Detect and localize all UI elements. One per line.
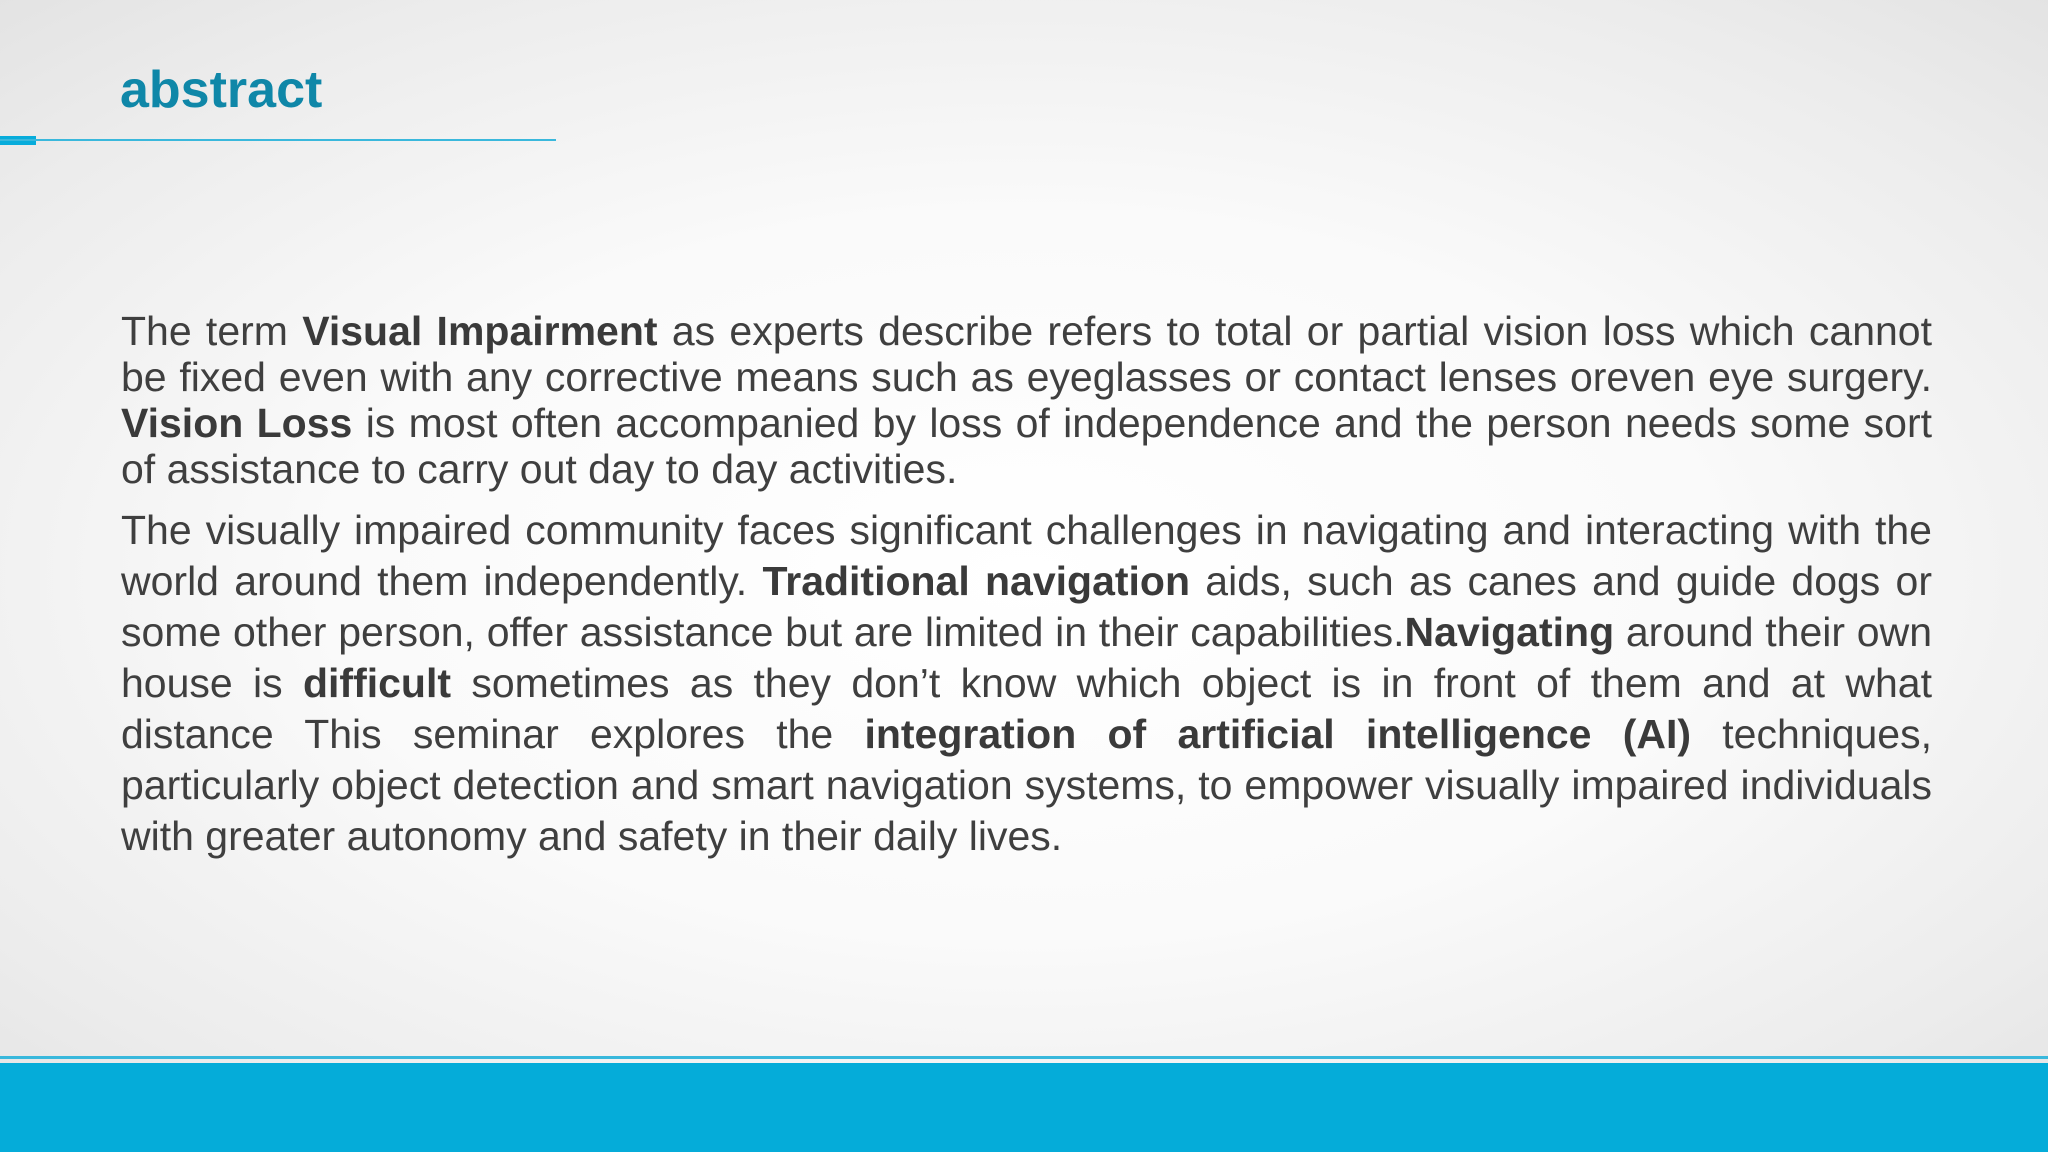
footer-band (0, 1063, 2048, 1152)
p1-bold-visual-impairment: Visual Impairment (302, 308, 658, 354)
p2-bold-ai-integration: integration of artificial intelligence (AI) (864, 711, 1692, 757)
paragraph-1 (121, 308, 1932, 492)
p2-bold-difficult: difficult (302, 660, 452, 706)
p2-bold-navigating: Navigating (1404, 609, 1615, 655)
p2-text-2: aids, such as canes and guide dogs or some other person, offer assistance but are limited in their capabilities. (121, 558, 1933, 655)
p1-bold-vision-loss: Vision Loss (121, 400, 353, 446)
p1-text-3: is most often accompanied by loss of independence and the person needs some sort of assistance to carry out day to day activities. (121, 400, 1932, 492)
title-underline (0, 139, 556, 141)
p1-text-2: as experts describe refers to total or partial vision loss which cannot be fixed even with any corrective means such as eyeglasses or contact lenses oreven eye surgery. (121, 308, 1932, 400)
footer-divider-line (0, 1056, 2048, 1059)
p2-bold-traditional-navigation: Traditional navigation (762, 558, 1191, 604)
abstract-body (121, 308, 1932, 862)
p2-text-3: around their own house is (121, 609, 1932, 706)
p1-text-1: The term (121, 308, 303, 354)
p2-text-5: techniques, particularly object detection and smart navigation systems, to empower visually impaired individuals with greater autonomy and safety in their daily lives. (121, 711, 1932, 859)
p2-text-4: sometimes as they don’t know which object is in front of them and at what distance This seminar explores the (121, 660, 1932, 757)
slide-title: abstract (120, 61, 323, 119)
paragraph-2 (121, 505, 1932, 862)
p2-text-1: The visually impaired community faces significant challenges in navigating and interacting with the world around them independently. (121, 507, 1932, 604)
